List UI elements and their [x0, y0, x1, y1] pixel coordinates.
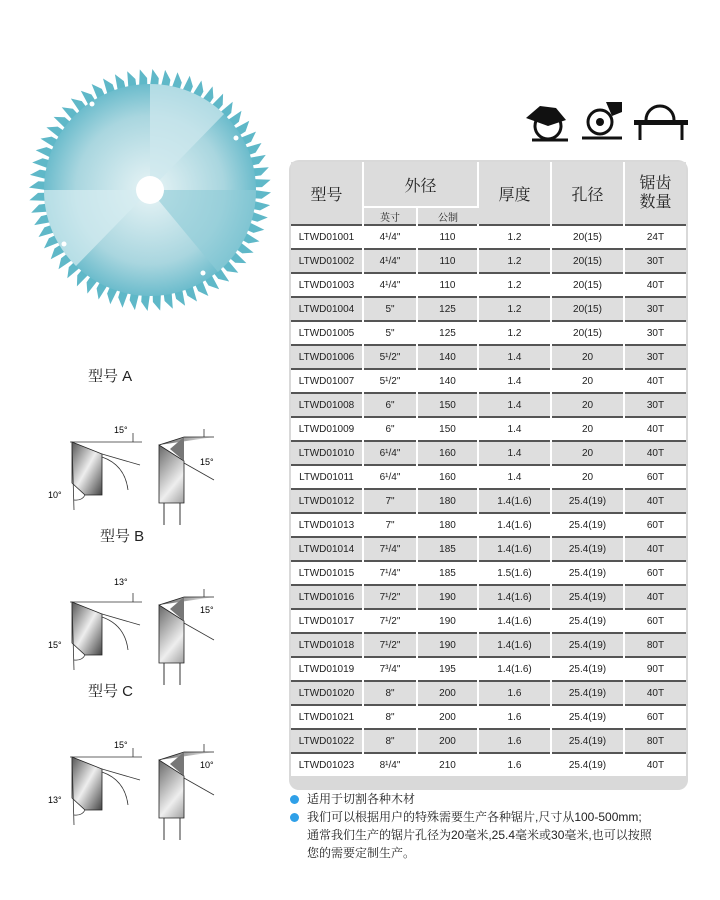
cell-inch: 7¹/2": [363, 609, 417, 633]
header-metric: 公制: [417, 207, 478, 225]
header-outer-diameter: 外径: [363, 162, 478, 207]
clearance-angle-label: 15°: [48, 640, 62, 650]
table-row: [291, 489, 686, 513]
cell-model: LTWD01010: [291, 441, 363, 465]
cell-model: LTWD01005: [291, 321, 363, 345]
cell-thickness: 1.2: [478, 249, 551, 273]
tooth-geometry-drawing: [30, 680, 280, 840]
cell-teeth: 40T: [624, 369, 686, 393]
diagram-label: 型号 A: [88, 368, 133, 385]
cell-bore: 25.4(19): [551, 537, 624, 561]
table-row: [291, 537, 686, 561]
cell-teeth: 24T: [624, 225, 686, 249]
cell-thickness: 1.2: [478, 273, 551, 297]
table-row: [291, 561, 686, 585]
cell-thickness: 1.4(1.6): [478, 537, 551, 561]
cell-metric: 185: [417, 561, 478, 585]
cell-model: LTWD01022: [291, 729, 363, 753]
table-row: [291, 393, 686, 417]
cell-model: LTWD01009: [291, 417, 363, 441]
note-continuation: 通常我们生产的锯片孔径为20毫米,25.4毫米或30毫米,也可以按照: [307, 828, 652, 842]
header-teeth-line2: 数量: [639, 194, 672, 211]
cell-inch: 8": [363, 681, 417, 705]
table-row: [291, 681, 686, 705]
cell-metric: 110: [417, 225, 478, 249]
clearance-angle-label: 13°: [48, 795, 62, 805]
cell-metric: 185: [417, 537, 478, 561]
cell-teeth: 30T: [624, 249, 686, 273]
table-row: [291, 417, 686, 441]
cell-teeth: 60T: [624, 609, 686, 633]
table-saw-icon: [632, 100, 690, 142]
cell-model: LTWD01020: [291, 681, 363, 705]
cell-metric: 195: [417, 657, 478, 681]
cell-inch: 6": [363, 417, 417, 441]
cell-metric: 125: [417, 321, 478, 345]
cell-thickness: 1.2: [478, 297, 551, 321]
cell-inch: 8": [363, 729, 417, 753]
tooth-diagram-a: [30, 365, 280, 525]
cell-inch: 4¹/4": [363, 273, 417, 297]
table-row: [291, 321, 686, 345]
cell-teeth: 40T: [624, 585, 686, 609]
cell-bore: 25.4(19): [551, 657, 624, 681]
table-row: [291, 729, 686, 753]
cell-model: LTWD01019: [291, 657, 363, 681]
table-row: [291, 273, 686, 297]
table-row: [291, 225, 686, 249]
cell-bore: 20(15): [551, 297, 624, 321]
cell-thickness: 1.6: [478, 753, 551, 776]
cell-metric: 200: [417, 705, 478, 729]
cell-inch: 8¹/4": [363, 753, 417, 776]
cell-bore: 25.4(19): [551, 705, 624, 729]
top-angle-label: 15°: [114, 740, 128, 750]
side-angle-label: 10°: [200, 760, 214, 770]
cell-model: LTWD01006: [291, 345, 363, 369]
cell-metric: 190: [417, 609, 478, 633]
cell-bore: 25.4(19): [551, 513, 624, 537]
cell-thickness: 1.4(1.6): [478, 657, 551, 681]
cell-thickness: 1.4(1.6): [478, 633, 551, 657]
table-row: [291, 705, 686, 729]
cell-bore: 25.4(19): [551, 585, 624, 609]
note-item: 适用于切割各种木材: [290, 790, 652, 808]
table-row: [291, 633, 686, 657]
cell-bore: 25.4(19): [551, 753, 624, 776]
cell-model: LTWD01021: [291, 705, 363, 729]
table-row: [291, 297, 686, 321]
cell-model: LTWD01023: [291, 753, 363, 776]
notes: [290, 790, 652, 862]
header-model: 型号: [291, 162, 363, 225]
cell-inch: 5¹/2": [363, 345, 417, 369]
cell-inch: 6": [363, 393, 417, 417]
cell-bore: 20(15): [551, 273, 624, 297]
cell-bore: 20(15): [551, 321, 624, 345]
note-item: 我们可以根据用户的特殊需要生产各种锯片,尺寸从100-500mm;: [290, 808, 652, 826]
cell-inch: 5¹/2": [363, 369, 417, 393]
cell-teeth: 60T: [624, 465, 686, 489]
cell-thickness: 1.4(1.6): [478, 513, 551, 537]
table-row: [291, 441, 686, 465]
cell-model: LTWD01008: [291, 393, 363, 417]
header-thickness: 厚度: [478, 162, 551, 225]
cell-model: LTWD01003: [291, 273, 363, 297]
cell-metric: 190: [417, 585, 478, 609]
top-angle-label: 13°: [114, 577, 128, 587]
table-row: [291, 465, 686, 489]
cell-model: LTWD01018: [291, 633, 363, 657]
header-bore: 孔径: [551, 162, 624, 225]
cell-thickness: 1.4: [478, 417, 551, 441]
table-row: [291, 345, 686, 369]
cell-bore: 20: [551, 369, 624, 393]
cell-metric: 150: [417, 417, 478, 441]
cell-bore: 25.4(19): [551, 609, 624, 633]
cell-inch: 7¹/4": [363, 537, 417, 561]
cell-thickness: 1.6: [478, 681, 551, 705]
side-angle-label: 15°: [200, 605, 214, 615]
bullet-icon: [290, 813, 299, 822]
spec-table: [291, 162, 686, 776]
cell-model: LTWD01001: [291, 225, 363, 249]
cell-thickness: 1.5(1.6): [478, 561, 551, 585]
cell-thickness: 1.6: [478, 705, 551, 729]
cell-bore: 20: [551, 441, 624, 465]
cell-model: LTWD01004: [291, 297, 363, 321]
tooth-geometry-drawing: [30, 365, 280, 525]
cell-teeth: 30T: [624, 321, 686, 345]
bullet-icon: [290, 795, 299, 804]
cell-inch: 6¹/4": [363, 465, 417, 489]
cell-inch: 7¹/2": [363, 633, 417, 657]
cell-model: LTWD01016: [291, 585, 363, 609]
table-row: [291, 585, 686, 609]
cell-thickness: 1.4: [478, 465, 551, 489]
diagram-label: 型号 C: [88, 683, 134, 700]
table-row: [291, 753, 686, 776]
cell-metric: 190: [417, 633, 478, 657]
cell-bore: 20: [551, 393, 624, 417]
angle-grinder-icon: [578, 98, 626, 142]
cell-thickness: 1.4: [478, 345, 551, 369]
cell-model: LTWD01017: [291, 609, 363, 633]
cell-thickness: 1.4(1.6): [478, 609, 551, 633]
cell-inch: 4¹/4": [363, 249, 417, 273]
header-teeth: [624, 162, 686, 225]
cell-metric: 125: [417, 297, 478, 321]
cell-model: LTWD01012: [291, 489, 363, 513]
cell-bore: 25.4(19): [551, 681, 624, 705]
cell-bore: 25.4(19): [551, 729, 624, 753]
cell-thickness: 1.2: [478, 321, 551, 345]
table-row: [291, 609, 686, 633]
cell-inch: 7": [363, 513, 417, 537]
cell-thickness: 1.4: [478, 441, 551, 465]
cell-metric: 200: [417, 729, 478, 753]
table-row: [291, 369, 686, 393]
side-angle-label: 15°: [200, 457, 214, 467]
cell-thickness: 1.2: [478, 225, 551, 249]
cell-teeth: 60T: [624, 705, 686, 729]
cell-model: LTWD01011: [291, 465, 363, 489]
cell-teeth: 90T: [624, 657, 686, 681]
cell-teeth: 80T: [624, 633, 686, 657]
clearance-angle-label: 10°: [48, 490, 62, 500]
cell-teeth: 40T: [624, 273, 686, 297]
cell-teeth: 40T: [624, 753, 686, 776]
cell-inch: 7³/4": [363, 657, 417, 681]
cell-metric: 110: [417, 273, 478, 297]
cell-model: LTWD01007: [291, 369, 363, 393]
cell-teeth: 40T: [624, 417, 686, 441]
cell-model: LTWD01002: [291, 249, 363, 273]
top-angle-label: 15°: [114, 425, 128, 435]
cell-metric: 160: [417, 441, 478, 465]
table-row: [291, 513, 686, 537]
note-continuation: 您的需要定制生产。: [307, 846, 416, 860]
cell-bore: 25.4(19): [551, 489, 624, 513]
cell-metric: 140: [417, 345, 478, 369]
cell-teeth: 60T: [624, 513, 686, 537]
circular-saw-icon: [522, 100, 570, 142]
cell-bore: 25.4(19): [551, 561, 624, 585]
cell-teeth: 40T: [624, 681, 686, 705]
cell-thickness: 1.4(1.6): [478, 585, 551, 609]
cell-inch: 7": [363, 489, 417, 513]
cell-bore: 20: [551, 465, 624, 489]
cell-metric: 140: [417, 369, 478, 393]
cell-teeth: 30T: [624, 393, 686, 417]
cell-inch: 5": [363, 321, 417, 345]
tooth-geometry-drawing: [30, 525, 280, 685]
cell-model: LTWD01013: [291, 513, 363, 537]
cell-metric: 180: [417, 489, 478, 513]
cell-teeth: 40T: [624, 489, 686, 513]
cell-teeth: 30T: [624, 297, 686, 321]
cell-inch: 7¹/4": [363, 561, 417, 585]
cell-bore: 20(15): [551, 225, 624, 249]
header-teeth-line1: 锯齿: [639, 175, 672, 192]
cell-metric: 180: [417, 513, 478, 537]
cell-metric: 150: [417, 393, 478, 417]
diagram-label: 型号 B: [100, 528, 145, 545]
cell-teeth: 30T: [624, 345, 686, 369]
cell-bore: 20: [551, 417, 624, 441]
cell-model: LTWD01015: [291, 561, 363, 585]
cell-thickness: 1.6: [478, 729, 551, 753]
tooth-diagram-c: [30, 680, 280, 840]
cell-teeth: 60T: [624, 561, 686, 585]
cell-teeth: 40T: [624, 537, 686, 561]
cell-metric: 160: [417, 465, 478, 489]
table-row: [291, 249, 686, 273]
cell-metric: 200: [417, 681, 478, 705]
cell-inch: 5": [363, 297, 417, 321]
cell-bore: 20(15): [551, 249, 624, 273]
cell-inch: 8": [363, 705, 417, 729]
cell-teeth: 40T: [624, 441, 686, 465]
saw-blade-image: [28, 68, 272, 312]
cell-inch: 7¹/2": [363, 585, 417, 609]
cell-model: LTWD01014: [291, 537, 363, 561]
cell-metric: 110: [417, 249, 478, 273]
cell-metric: 210: [417, 753, 478, 776]
cell-thickness: 1.4(1.6): [478, 489, 551, 513]
cell-inch: 6¹/4": [363, 441, 417, 465]
header-inch: 英寸: [363, 207, 417, 225]
cell-thickness: 1.4: [478, 393, 551, 417]
cell-bore: 20: [551, 345, 624, 369]
cell-thickness: 1.4: [478, 369, 551, 393]
cell-teeth: 80T: [624, 729, 686, 753]
cell-bore: 25.4(19): [551, 633, 624, 657]
tooth-diagram-b: [30, 525, 280, 685]
cell-inch: 4¹/4": [363, 225, 417, 249]
table-row: [291, 657, 686, 681]
